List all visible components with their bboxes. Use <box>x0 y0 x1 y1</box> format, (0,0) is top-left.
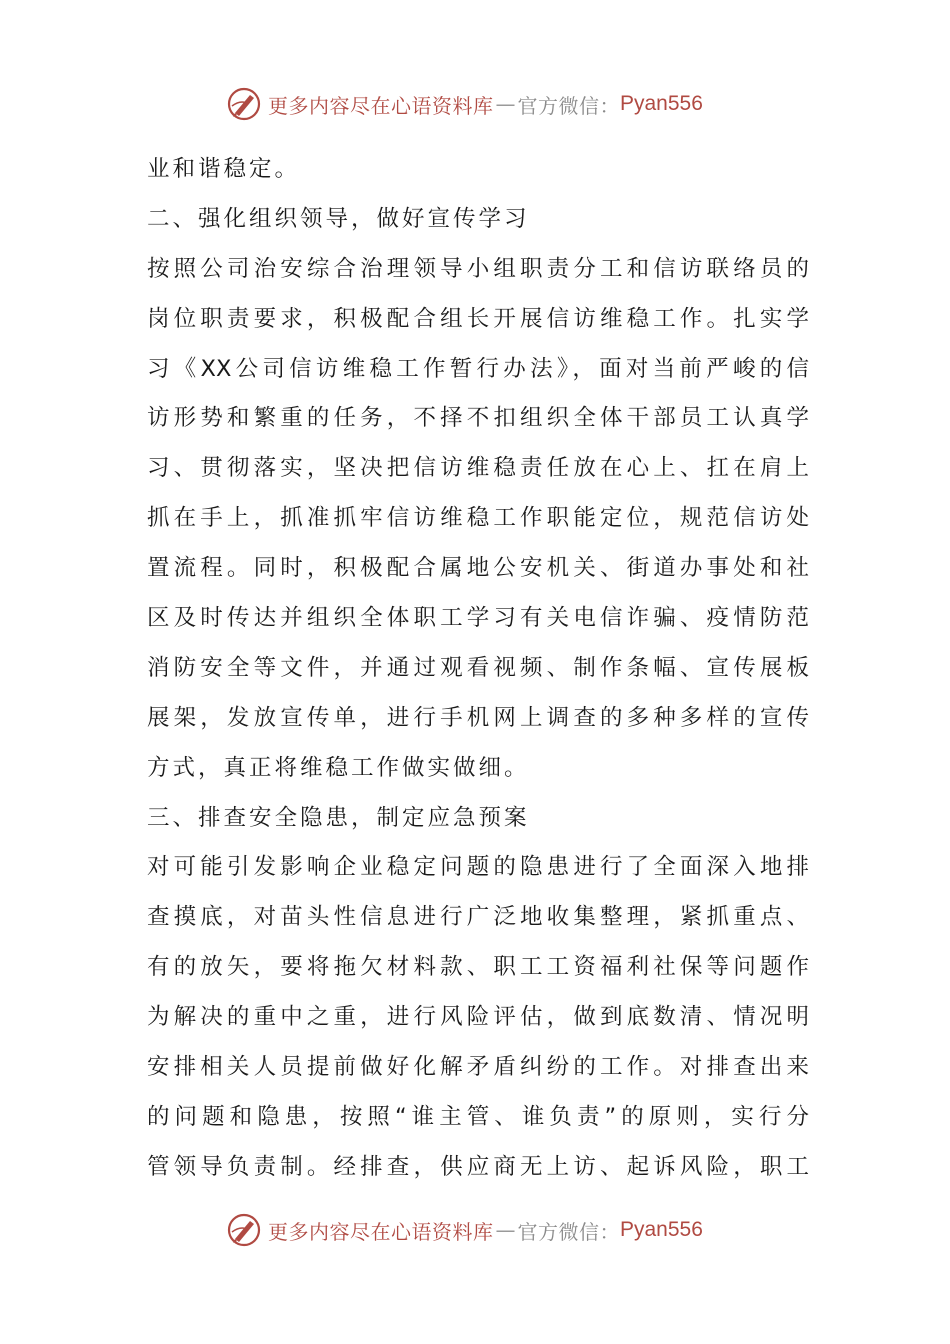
header-watermark <box>226 84 703 124</box>
text-line: 按照公司治安综合治理领导小组职责分工和信访联络员的 <box>147 255 809 282</box>
watermark-separator: — <box>495 92 516 116</box>
text-line: 有的放矢，要将拖欠材料款、职工工资福利社保等问题作 <box>147 954 809 981</box>
text-line: 习《XX公司信访维稳工作暂行办法》，面对当前严峻的信 <box>147 355 809 382</box>
text-line: 区及时传达并组织全体职工学习有关电信诈骗、疫情防范 <box>147 605 809 632</box>
text-line: 习、贯彻落实，坚决把信访维稳责任放在心上、扛在肩上 <box>147 455 809 482</box>
text-line: 业和谐稳定。 <box>147 156 301 182</box>
watermark-brand: 更多内容尽在心语资料库 <box>268 93 494 118</box>
document-body <box>147 145 809 1193</box>
text-line: 岗位职责要求，积极配合组长开展信访维稳工作。扎实学 <box>147 305 809 332</box>
text-line: 抓在手上，抓准抓牢信访维稳工作职能定位，规范信访处 <box>147 505 809 532</box>
watermark-brand: 更多内容尽在心语资料库 <box>268 1219 494 1244</box>
text-line: 为解决的重中之重，进行风险评估，做到底数清、情况明 <box>147 1004 809 1031</box>
watermark-contact-id: Pyan556 <box>620 92 703 115</box>
text-line: 置流程。同时，积极配合属地公安机关、街道办事处和社 <box>147 555 809 582</box>
pen-logo-icon <box>226 86 262 122</box>
text-line: 查摸底，对苗头性信息进行广泛地收集整理，紧抓重点、 <box>147 904 809 931</box>
footer-watermark <box>226 1210 703 1250</box>
text-line: 二、强化组织领导，做好宣传学习 <box>147 205 530 232</box>
text-line: 管领导负责制。经排查，供应商无上访、起诉风险，职工 <box>147 1153 809 1180</box>
text-line: 安排相关人员提前做好化解矛盾纠纷的工作。对排查出来 <box>147 1054 809 1081</box>
text-line: 访形势和繁重的任务，不择不扣组织全体干部员工认真学 <box>147 405 809 432</box>
watermark-contact-label: 官方微信： <box>517 1219 620 1244</box>
text-line: 展架，发放宣传单，进行手机网上调查的多种多样的宣传 <box>147 704 809 731</box>
watermark-contact-id: Pyan556 <box>620 1218 703 1241</box>
text-line: 对可能引发影响企业稳定问题的隐患进行了全面深入地排 <box>147 854 809 881</box>
pen-logo-icon <box>226 1212 262 1248</box>
watermark-separator: — <box>495 1218 516 1242</box>
text-line: 三、排查安全隐患，制定应急预案 <box>147 804 530 831</box>
text-line: 消防安全等文件，并通过观看视频、制作条幅、宣传展板 <box>147 654 809 681</box>
watermark-contact-label: 官方微信： <box>517 93 620 118</box>
text-line: 方式，真正将维稳工作做实做细。 <box>147 754 530 781</box>
text-line: 的问题和隐患，按照“谁主管、谁负责”的原则，实行分 <box>147 1103 809 1130</box>
